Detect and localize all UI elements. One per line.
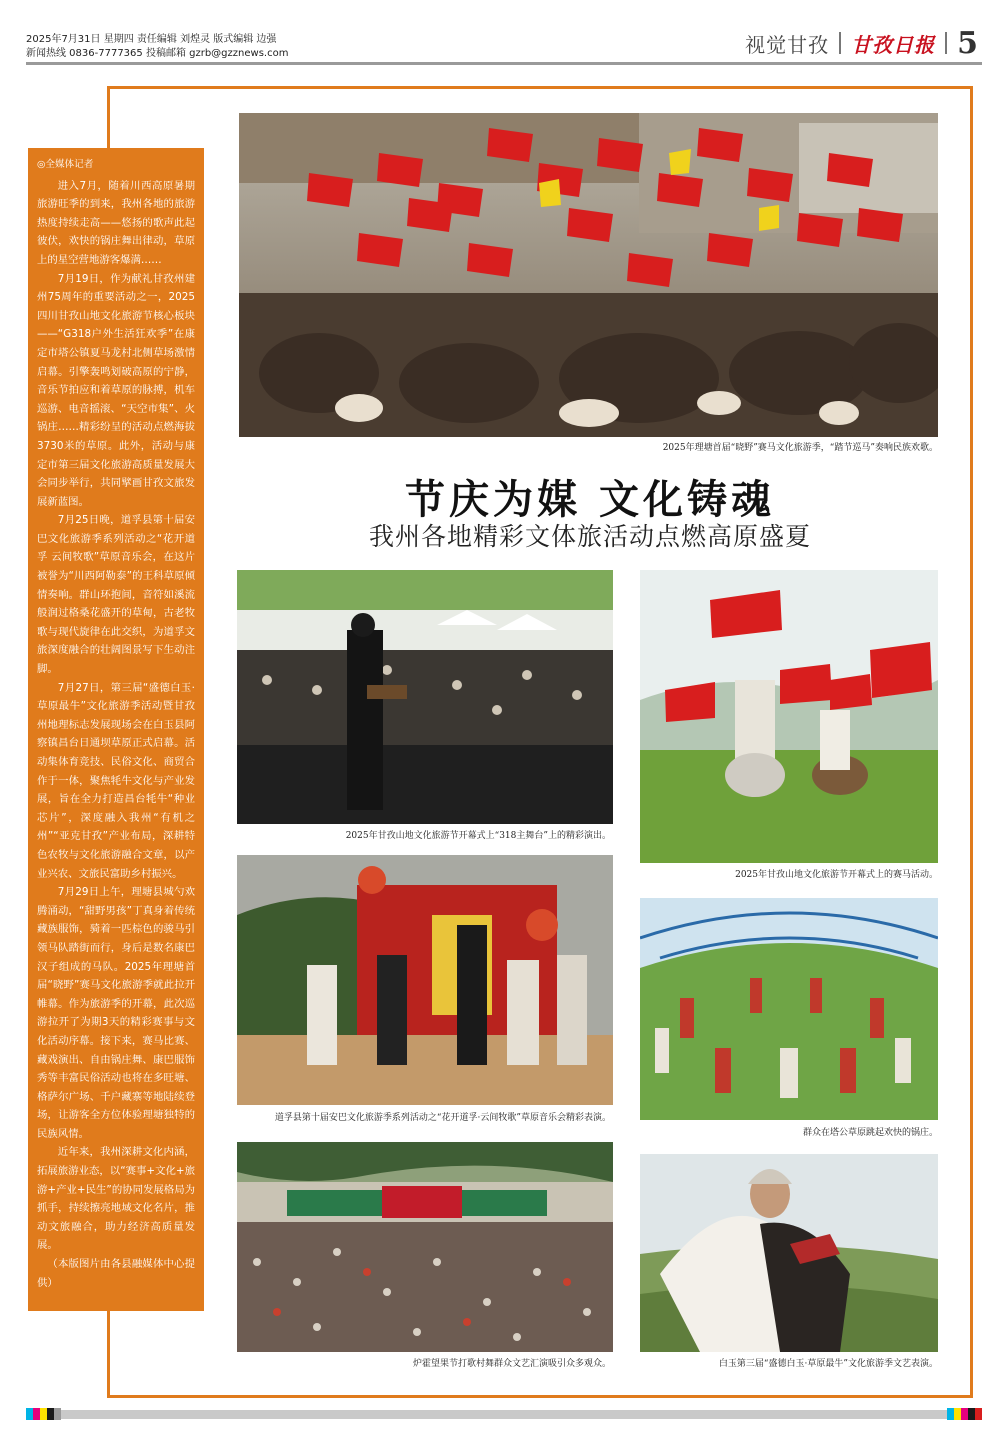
bottom-rule xyxy=(26,1410,982,1419)
masthead-brand xyxy=(745,25,978,61)
photo-caption: 白玉第三届“盛德白玉·草原最牛”文化旅游季文艺表演。 xyxy=(718,1359,938,1369)
photo-concert-illustration xyxy=(237,570,613,824)
photo-caption: 2025年甘孜山地文化旅游节开幕式上“318主舞台”上的精彩演出。 xyxy=(345,831,611,841)
photo-concert-stage xyxy=(237,570,613,824)
page-headline: 节庆为媒 文化铸魂 xyxy=(405,477,775,523)
article-paragraph: 7月29日上午，理塘县城勺欢腾涌动，“甜野男孩”丁真身着传统藏族服饰，骑着一匹棕色的骏马引领马队踏街而行，身后是数名康巴汉子组成的马队。2025年理塘首届“晓野”赛马文化旅游季就此拉开帷幕。作为旅游季的开幕，此次巡游拉开了为期3天的精彩赛事与文化活动序幕。接下来，赛马比赛、藏戏演出、自由锅庄舞、康巴服饰秀等丰富民俗活动也将在多旺塘、格萨尔广场、千户藏寨等地陆续登场，让游客全方位体验理塘独特的民族风情。 xyxy=(37,886,195,1140)
article-byline: ◎全媒体记者 xyxy=(37,159,94,170)
photo-grassland-concert xyxy=(237,855,613,1105)
article-paragraph: 7月19日，作为献礼甘孜州建州75周年的重要活动之一，2025四川甘孜山地文化旅游节核心板块——“G318户外生活狂欢季”在康定市塔公镇夏马龙村北侧草场激情启幕。引擎轰鸣划破高原的宁静，音乐节拍应和着草原的脉搏，机车巡游、电音摇滚、“天空市集”、火锅庄……精彩纷呈的活动点燃海拔3730米的草原。此外，活动与康定市第三届文化旅游高质量发展大会同步举行，共同擘画甘孜文旅发展新蓝图。 xyxy=(37,272,195,508)
article-paragraph: 进入7月，随着川西高原暑期旅游旺季的到来，我州各地的旅游热度持续走高——悠扬的歌声此起彼伏，欢快的锅庄舞出律动，草原上的星空营地游客爆满…… xyxy=(37,179,195,266)
masthead-divider-2 xyxy=(945,32,947,54)
color-registration-bar-left xyxy=(26,1408,61,1420)
photo-caption: 道孚县第十届安巴文化旅游季系列活动之“花开道孚·云间牧歌”草原音乐会精彩表演。 xyxy=(274,1113,611,1123)
newspaper-logo: 甘孜日报 xyxy=(851,32,936,57)
article-paragraph: 7月25日晚，道孚县第十届安巴文化旅游季系列活动之“花开道孚 云间牧歌”草原音乐会，在这片被誉为“川西阿勒泰”的王科草原倾情奏响。群山环抱间，音符如溪流般润过格桑花盛开的草甸，古老牧歌与现代旋律在此交织，为道孚文旅深度融合的壮阔图景写下生动注脚。 xyxy=(37,514,195,676)
photo-guozhuang-dance xyxy=(640,898,938,1120)
photo-caption: 2025年理塘首届“晓野”赛马文化旅游季，“踏节巡马”奏响民族欢歌。 xyxy=(662,443,938,453)
photo-caption: 群众在塔公草原跳起欢快的锅庄。 xyxy=(802,1128,938,1138)
photo-tibetan-dancer xyxy=(640,1154,938,1352)
masthead-rule xyxy=(26,62,982,65)
photo-horse-riders xyxy=(640,570,938,863)
photo-stadium-illustration xyxy=(237,1142,613,1352)
article-paragraph: 近年来，我州深耕文化内涵，拓展旅游业态，以“赛事+文化+旅游+产业+民生”的协同发展格局为抓手，持续擦亮地域文化名片，推动文旅融合，助力经济高质量发展。 xyxy=(37,1146,195,1252)
photo-horse-riders-illustration xyxy=(640,570,938,863)
color-registration-bar-right xyxy=(947,1408,982,1420)
masthead-info xyxy=(26,33,288,61)
page-subheadline: 我州各地精彩文体旅活动点燃高原盛夏 xyxy=(368,522,811,551)
photo-dancer-illustration xyxy=(640,1154,938,1352)
photo-credit-note: （本版图片由各县融媒体中心提供） xyxy=(37,1258,195,1289)
photo-guozhuang-illustration xyxy=(640,898,938,1120)
article-paragraph: 7月27日，第三届“盛德白玉·草原最牛”文化旅游季活动暨甘孜州地理标志发展现场会在白玉县阿察镇昌台日通坝草原正式启幕。活动集体育竞技、民俗文化、商贸合作于一体，聚焦牦牛文化与产业发展，旨在全力打造昌台牦牛“种业芯片”，深度融入我州“有机之州”“亚克甘孜”产业布局，深耕特色农牧与文化旅游融合文章，以产业兴农、文旅民富助乡村振兴。 xyxy=(37,681,195,880)
photo-grassland-concert-illustration xyxy=(237,855,613,1105)
photo-stadium-crowd xyxy=(237,1142,613,1352)
masthead-divider xyxy=(839,32,841,54)
masthead-contact: 新闻热线 0836-7777365 投稿邮箱 gzrb@gzznews.com xyxy=(26,48,289,59)
photo-horse-parade-illustration xyxy=(239,113,938,437)
article-sidebar xyxy=(28,148,204,1311)
photo-caption: 炉霍望果节打歌村舞群众文艺汇演吸引众多观众。 xyxy=(412,1359,611,1369)
page-number: 5 xyxy=(957,25,978,61)
section-title: 视觉甘孜 xyxy=(745,32,830,57)
masthead-date-editors: 2025年7月31日 星期四 责任编辑 刘煌灵 版式编辑 边强 xyxy=(26,34,277,45)
photo-horse-parade xyxy=(239,113,938,437)
photo-caption: 2025年甘孜山地文化旅游节开幕式上的赛马活动。 xyxy=(735,870,938,880)
